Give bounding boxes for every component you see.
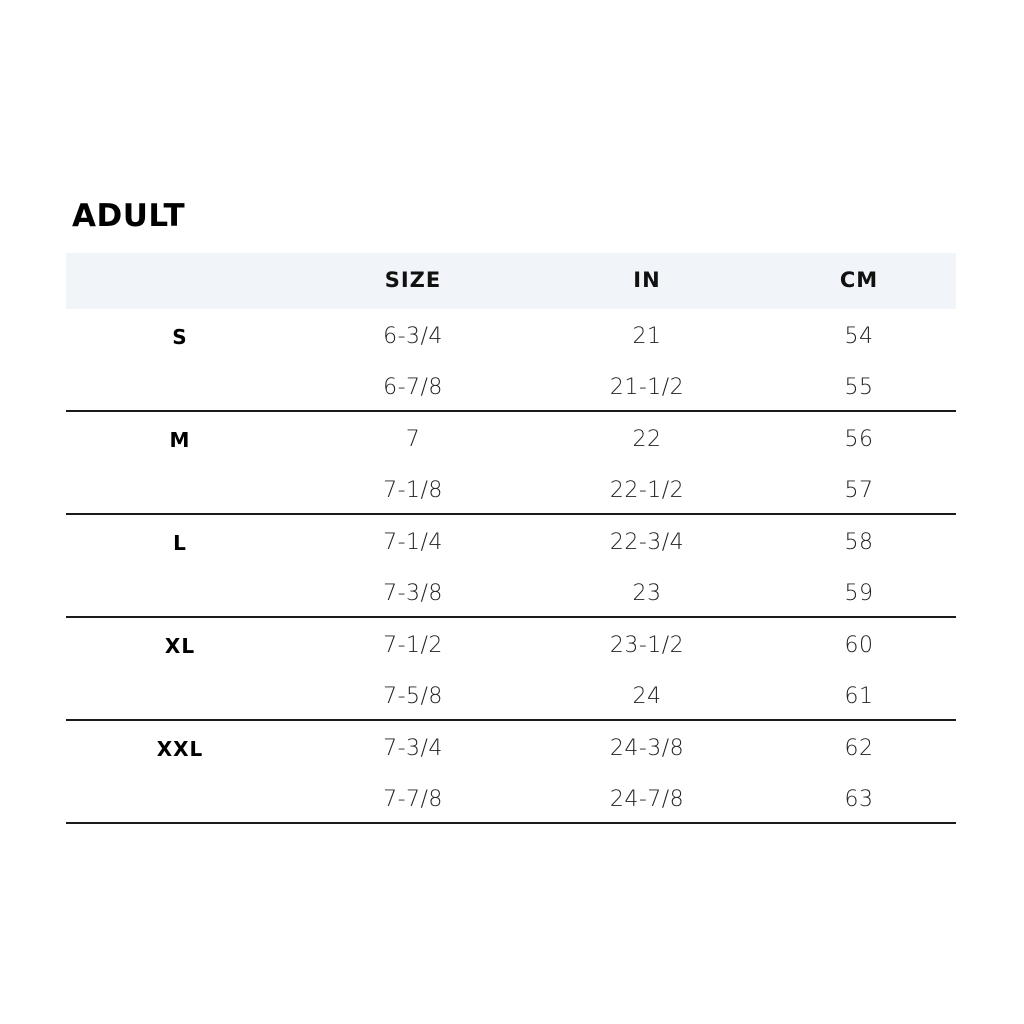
table-row [66,684,956,714]
inches-value: 21 [632,324,662,349]
header-cell-in: IN [633,268,661,292]
size-group-l [66,515,956,618]
inches-value: 24-7/8 [609,787,685,812]
size-chart-table [66,253,956,824]
size-label: L [173,531,187,555]
size-value: 7-3/8 [383,581,443,606]
cm-value: 62 [844,736,874,761]
size-label: M [169,428,191,452]
cm-value: 58 [844,530,874,555]
cm-value: 61 [844,684,874,709]
size-value: 6-7/8 [383,375,443,400]
page-title: ADULT [72,198,186,234]
cm-value: 56 [844,427,874,452]
size-label: XXL [156,737,204,761]
cm-value: 63 [844,787,874,812]
table-row [66,530,956,560]
table-header-row [66,253,956,309]
inches-value: 24 [632,684,662,709]
inches-value: 22-1/2 [609,478,685,503]
size-value: 7-1/8 [383,478,443,503]
size-group-xxl [66,721,956,824]
cm-value: 60 [844,633,874,658]
inches-value: 23-1/2 [609,633,685,658]
size-value: 7-5/8 [383,684,443,709]
size-value: 7 [405,427,421,452]
table-row [66,787,956,817]
inches-value: 22-3/4 [609,530,685,555]
header-cell-cm: CM [839,268,879,292]
table-row [66,478,956,508]
size-value: 7-1/4 [383,530,443,555]
size-value: 7-7/8 [383,787,443,812]
size-group-s [66,309,956,412]
cm-value: 59 [844,581,874,606]
size-group-xl [66,618,956,721]
table-row [66,375,956,405]
table-row [66,324,956,354]
table-row [66,633,956,663]
cm-value: 55 [844,375,874,400]
size-label: S [172,325,188,349]
inches-value: 21-1/2 [609,375,685,400]
size-group-m [66,412,956,515]
table-row [66,736,956,766]
table-row [66,581,956,611]
inches-value: 22 [632,427,662,452]
table-row [66,427,956,457]
inches-value: 24-3/8 [609,736,685,761]
cm-value: 57 [844,478,874,503]
size-label: XL [164,634,196,658]
cm-value: 54 [844,324,874,349]
size-value: 6-3/4 [383,324,443,349]
size-value: 7-1/2 [383,633,443,658]
header-cell-size: SIZE [384,268,442,292]
inches-value: 23 [632,581,662,606]
size-value: 7-3/4 [383,736,443,761]
